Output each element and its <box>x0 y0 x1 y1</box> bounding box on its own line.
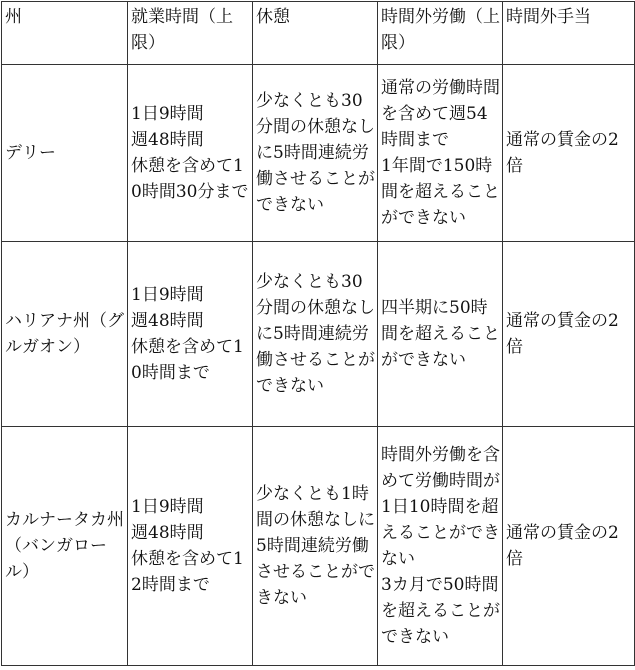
table-row <box>2 65 635 242</box>
labor-regulations-table <box>1 1 635 666</box>
header-break: 休憩 <box>253 2 378 65</box>
overtime-pay-cell: 通常の賃金の2倍 <box>503 427 635 666</box>
header-overtime-limit: 時間外労働（上限） <box>378 2 503 65</box>
working-hours-cell: 1日9時間 週48時間 休憩を含めて12時間まで <box>128 427 253 666</box>
break-cell: 少なくとも30分間の休憩なしに5時間連続労働させることができない <box>253 65 378 242</box>
overtime-pay-cell: 通常の賃金の2倍 <box>503 242 635 427</box>
overtime-limit-cell: 四半期に50時間を超えることができない <box>378 242 503 427</box>
break-cell: 少なくとも30分間の休憩なしに5時間連続労働させることができない <box>253 242 378 427</box>
header-overtime-pay: 時間外手当 <box>503 2 635 65</box>
working-hours-cell: 1日9時間 週48時間 休憩を含めて10時間30分まで <box>128 65 253 242</box>
overtime-limit-cell: 通常の労働時間を含めて週54時間まで 1年間で150時間を超えることができない <box>378 65 503 242</box>
table-row <box>2 242 635 427</box>
table-row <box>2 427 635 666</box>
working-hours-cell: 1日9時間 週48時間 休憩を含めて10時間まで <box>128 242 253 427</box>
state-cell: ハリアナ州（グルガオン） <box>2 242 128 427</box>
header-state: 州 <box>2 2 128 65</box>
overtime-pay-cell: 通常の賃金の2倍 <box>503 65 635 242</box>
break-cell: 少なくとも1時間の休憩なしに5時間連続労働させることができない <box>253 427 378 666</box>
overtime-limit-cell: 時間外労働を含めて労働時間が1日10時間を超えることができない 3カ月で50時間を超えることができない <box>378 427 503 666</box>
state-cell: デリー <box>2 65 128 242</box>
header-working-hours: 就業時間（上限） <box>128 2 253 65</box>
header-row <box>2 2 635 65</box>
state-cell: カルナータカ州（バンガロール） <box>2 427 128 666</box>
